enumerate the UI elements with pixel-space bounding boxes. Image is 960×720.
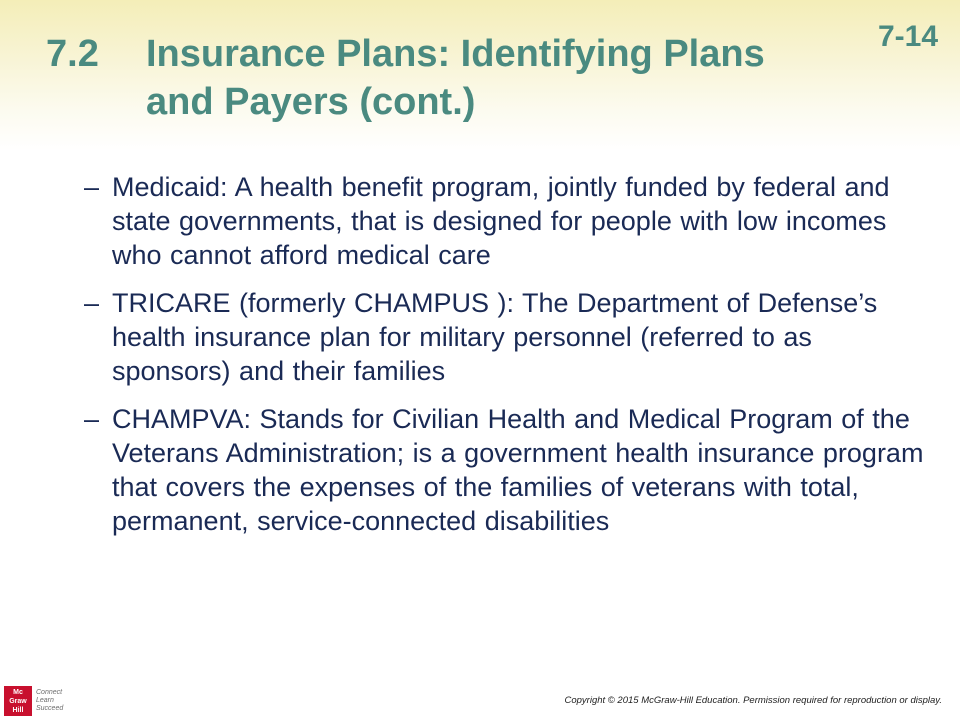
bullet-text: TRICARE (formerly CHAMPUS ): The Department of Defense’s health insurance plan for military personnel (referred to as sponsors) and their families <box>112 288 878 386</box>
mcgraw-hill-logo-icon: Mc Graw Hill <box>4 686 32 716</box>
logo-tagline <box>36 689 63 713</box>
bullet-list <box>84 170 934 552</box>
copyright-notice: Copyright © 2015 McGraw-Hill Education. Permission required for reproduction or display. <box>564 695 942 706</box>
title-line-2: and Payers (cont.) <box>146 81 476 123</box>
slide-number: 7-14 <box>877 20 938 53</box>
bullet-text: CHAMPVA: Stands for Civilian Health and Medical Program of the Veterans Administration; is a government health insurance program that covers the expenses of the families of veterans with total, permanent, service-connected disabilities <box>112 404 924 536</box>
title-row-1 <box>46 30 866 78</box>
bullet-dash: – <box>84 172 100 202</box>
slide-title <box>46 30 866 126</box>
bullet-text: Medicaid: A health benefit program, jointly funded by federal and state governments, that is designed for people with low incomes who cannot afford medical care <box>112 172 890 270</box>
bullet-tricare <box>84 286 934 388</box>
bullet-dash: – <box>84 288 100 318</box>
bullet-dash: – <box>84 404 100 434</box>
title-line-1: Insurance Plans: Identifying Plans <box>146 33 765 75</box>
title-row-2 <box>46 78 866 126</box>
title-section-number: 7.2 <box>46 33 99 75</box>
tagline-connect: Connect <box>36 689 63 696</box>
bullet-champva <box>84 402 934 538</box>
mcgraw-hill-logo <box>4 686 63 716</box>
bullet-medicaid <box>84 170 934 272</box>
tagline-succeed: Succeed <box>36 705 64 712</box>
title-indent <box>46 78 146 126</box>
tagline-learn: Learn <box>36 697 54 704</box>
